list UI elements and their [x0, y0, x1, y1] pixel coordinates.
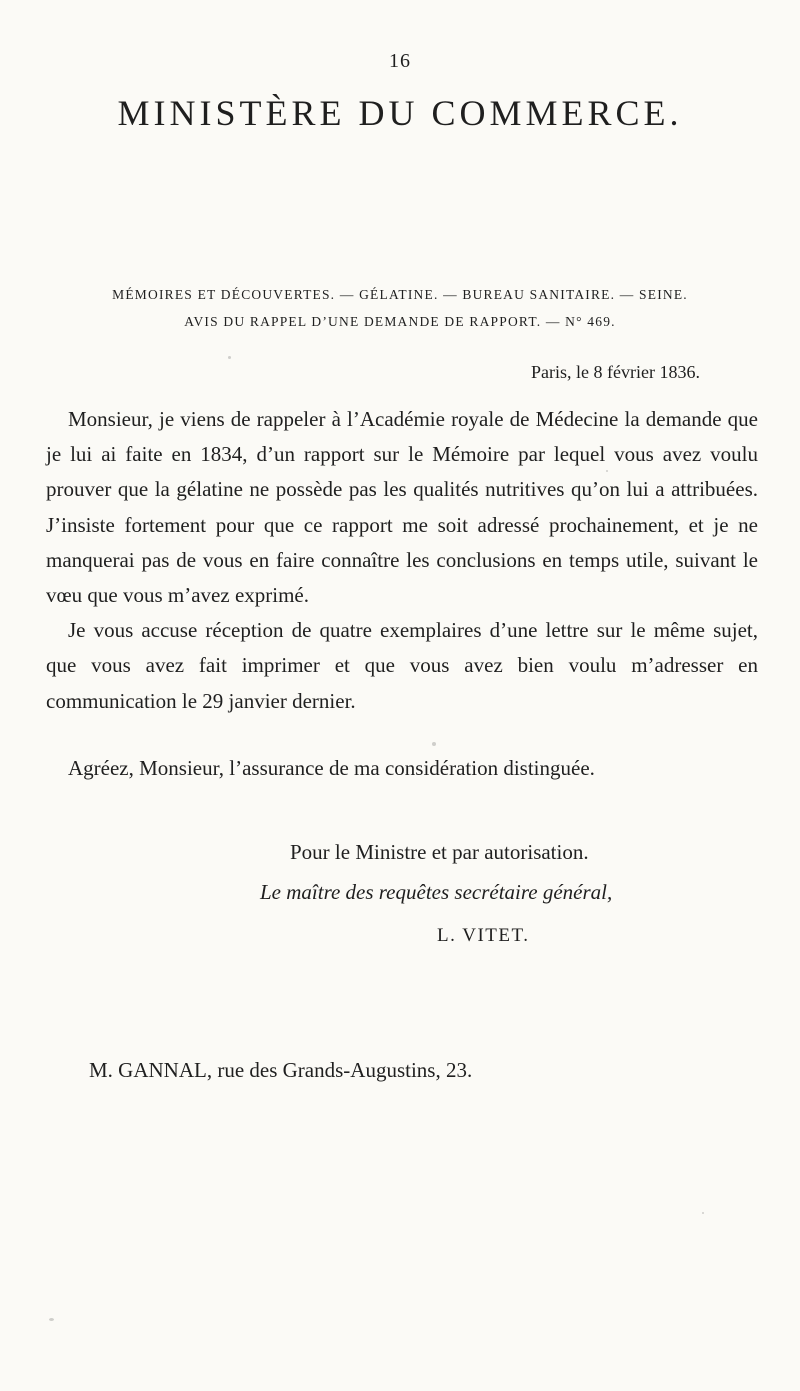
paper-speck — [432, 742, 436, 746]
signature-name: L. VITET. — [437, 925, 530, 946]
letter-body — [46, 402, 758, 719]
paper-speck — [702, 1212, 704, 1214]
closing-formula: Agréez, Monsieur, l’assurance de ma considération distinguée. — [68, 756, 595, 780]
subject-line-1: MÉMOIRES ET DÉCOUVERTES. — GÉLATINE. — BUREAU SANITAIRE. — SEINE. — [112, 287, 688, 302]
body-paragraph-2: Je vous accuse réception de quatre exemplaires d’une lettre sur le même sujet, que vous avez fait imprimer et que vous avez bien voulu m’adresser en communication le 29 janvier dernier. — [46, 618, 758, 713]
signature-title: Le maître des requêtes secrétaire général, — [260, 880, 613, 904]
ministry-title: MINISTÈRE DU COMMERCE. — [117, 93, 683, 133]
subject-line-2: AVIS DU RAPPEL D’UNE DEMANDE DE RAPPORT. — N° 469. — [184, 314, 616, 329]
recipient-address: M. GANNAL, rue des Grands-Augustins, 23. — [89, 1058, 473, 1082]
paper-speck — [49, 1318, 54, 1321]
signature-authorization: Pour le Ministre et par autorisation. — [290, 840, 589, 864]
page-number: 16 — [389, 50, 411, 72]
dateline: Paris, le 8 février 1836. — [531, 362, 700, 382]
paper-speck — [606, 470, 608, 472]
body-paragraph-1: Monsieur, je viens de rappeler à l’Académie royale de Médecine la demande que je lui ai faite en 1834, d’un rapport sur le Mémoire par lequel vous avez voulu prouver que la gélatine ne possède pas les qualités nutritives qu’on lui a attribuées. J’insiste fortement pour que ce rapport me soit adressé prochainement, et je ne manquerai pas de vous en faire connaître les conclusions en temps utile, suivant le vœu que vous m’avez exprimé. — [46, 407, 758, 608]
paper-speck — [228, 356, 231, 359]
